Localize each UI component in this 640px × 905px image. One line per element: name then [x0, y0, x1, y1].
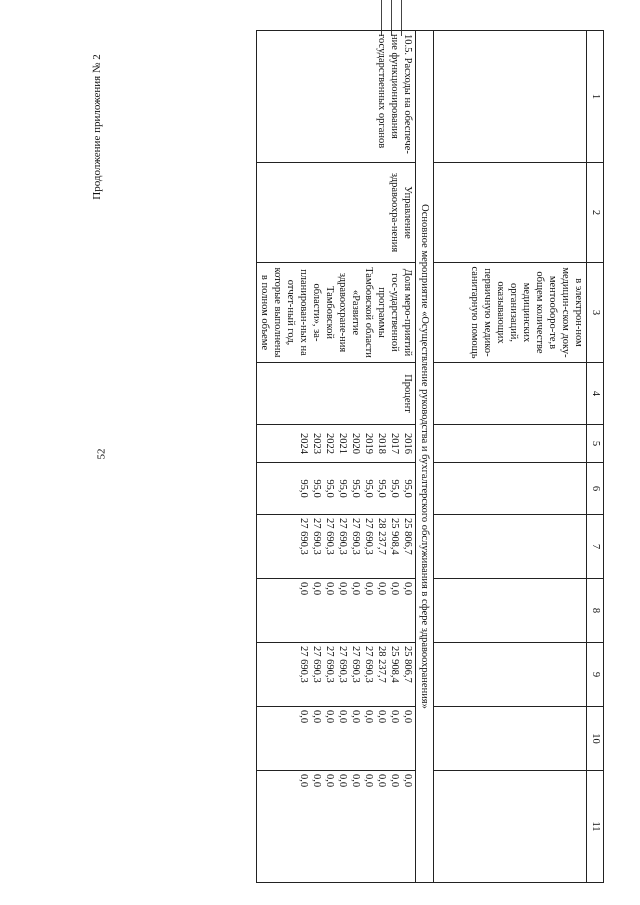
cell-value: 0,0	[363, 710, 374, 724]
col-header-2: 2	[587, 163, 604, 263]
total-funding-cell	[257, 515, 416, 579]
cell-value: 27 690,3	[350, 646, 361, 683]
cell-value: 0,0	[402, 774, 413, 788]
cell-value: 2016	[402, 433, 413, 454]
cell-value: 27 690,3	[337, 646, 348, 683]
years-cell	[257, 425, 416, 463]
cell-value: 0,0	[311, 582, 322, 596]
cell-value: 28 237,7	[376, 646, 387, 683]
cell-value: 0,0	[376, 582, 387, 596]
col-header-3: 3	[587, 263, 604, 363]
cell-value: 0,0	[298, 774, 309, 788]
cell-value: 2021	[337, 433, 348, 454]
cell-value: 27 690,3	[311, 646, 322, 683]
regional-funding-cell	[257, 643, 416, 707]
col-header-7: 7	[587, 515, 604, 579]
col-header-4: 4	[587, 363, 604, 425]
cell-value: 27 690,3	[363, 646, 374, 683]
cell-value: 0,0	[298, 582, 309, 596]
cell-value: 0,0	[298, 710, 309, 724]
cell-value: 95,0	[376, 479, 387, 498]
expenditure-table	[256, 30, 604, 883]
indicator-values-cell	[257, 463, 416, 515]
cell-value: 0,0	[337, 582, 348, 596]
section-title: Основное мероприятие «Осуществление руководства и бухгалтерского обслуживания в сфере здравоохранения»	[416, 31, 434, 883]
unit: Процент	[257, 363, 416, 425]
cell-value: 0,0	[350, 710, 361, 724]
cell-value: 2024	[298, 433, 309, 454]
header-row	[587, 31, 604, 883]
cell-value: 2020	[350, 433, 361, 454]
cell-value: 27 690,3	[324, 646, 335, 683]
cell-value: 0,0	[350, 582, 361, 596]
cell-value: 95,0	[298, 479, 309, 498]
cell-value: 2022	[324, 433, 335, 454]
col-header-10: 10	[587, 707, 604, 771]
cell-value: 27 690,3	[298, 646, 309, 683]
cell-value: 95,0	[389, 479, 400, 498]
cell-value: 0,0	[363, 774, 374, 788]
cell-value: 0,0	[324, 710, 335, 724]
other-funding-cell	[257, 771, 416, 883]
cell-value: 95,0	[402, 479, 413, 498]
federal-funding-cell	[257, 579, 416, 643]
cell-value: 27 690,3	[311, 518, 322, 555]
col-header-9: 9	[587, 643, 604, 707]
cell-value: 0,0	[363, 582, 374, 596]
continued-row	[434, 31, 587, 883]
cell-value: 25 908,4	[389, 518, 400, 555]
table-row	[257, 31, 416, 883]
cell-value: 2018	[376, 433, 387, 454]
cell-value: 25 806,7	[402, 646, 413, 683]
cell-value: 25 806,7	[402, 518, 413, 555]
cell-value: 28 237,7	[376, 518, 387, 555]
cell-value: 0,0	[337, 710, 348, 724]
page-number: 52	[95, 448, 108, 460]
cell-value: 0,0	[402, 582, 413, 596]
cell-value: 95,0	[337, 479, 348, 498]
cell-value: 0,0	[350, 774, 361, 788]
cell-value: 95,0	[311, 479, 322, 498]
cell-value: 27 690,3	[324, 518, 335, 555]
cell-value: 0,0	[324, 774, 335, 788]
cell-value: 0,0	[311, 710, 322, 724]
responsible-executor: Управление здравоохра-нения	[257, 163, 416, 263]
cell-value: 0,0	[376, 710, 387, 724]
cell-value: 95,0	[350, 479, 361, 498]
cell-value: 27 690,3	[298, 518, 309, 555]
cell-value: 0,0	[324, 582, 335, 596]
cell-value: 2019	[363, 433, 374, 454]
cell-value: 95,0	[363, 479, 374, 498]
cell-value: 27 690,3	[350, 518, 361, 555]
col-header-6: 6	[587, 463, 604, 515]
cell-value: 0,0	[311, 774, 322, 788]
col-header-1: 1	[587, 31, 604, 163]
cell-value: 2023	[311, 433, 322, 454]
cell-value: 0,0	[389, 582, 400, 596]
cell-value: 0,0	[389, 774, 400, 788]
col-header-8: 8	[587, 579, 604, 643]
cell-value: 27 690,3	[337, 518, 348, 555]
cell-value: 25 908,4	[389, 646, 400, 683]
continued-indicator-text: в электрон-ном медицин-ском доку-ментооборо-те,в общем количестве медицинских организаций, оказывающих первичную медико-санитарную помощь	[434, 263, 587, 363]
col-header-5: 5	[587, 425, 604, 463]
cell-value: 2017	[389, 433, 400, 454]
cell-value: 0,0	[337, 774, 348, 788]
activity-name: 10.5. Расходы на обеспече-ние функционирования государственных органов	[257, 31, 416, 163]
cell-value: 0,0	[376, 774, 387, 788]
appendix-note: Продолжение приложения № 2	[91, 54, 103, 200]
section-title-row	[416, 31, 434, 883]
local-funding-cell	[257, 707, 416, 771]
cell-value: 95,0	[324, 479, 335, 498]
rotated-table-container	[104, 30, 604, 882]
indicator-name: Доля меро-приятий гос-ударственной программы Тамбовской области «Развитие здравоохране-ния Тамбовской области», за-планирован-ных на отчет-ный год, которые выполнены в полном объеме	[257, 263, 416, 363]
cell-value: 27 690,3	[363, 518, 374, 555]
col-header-11: 11	[587, 771, 604, 883]
cell-value: 0,0	[389, 710, 400, 724]
cell-value: 0,0	[402, 710, 413, 724]
